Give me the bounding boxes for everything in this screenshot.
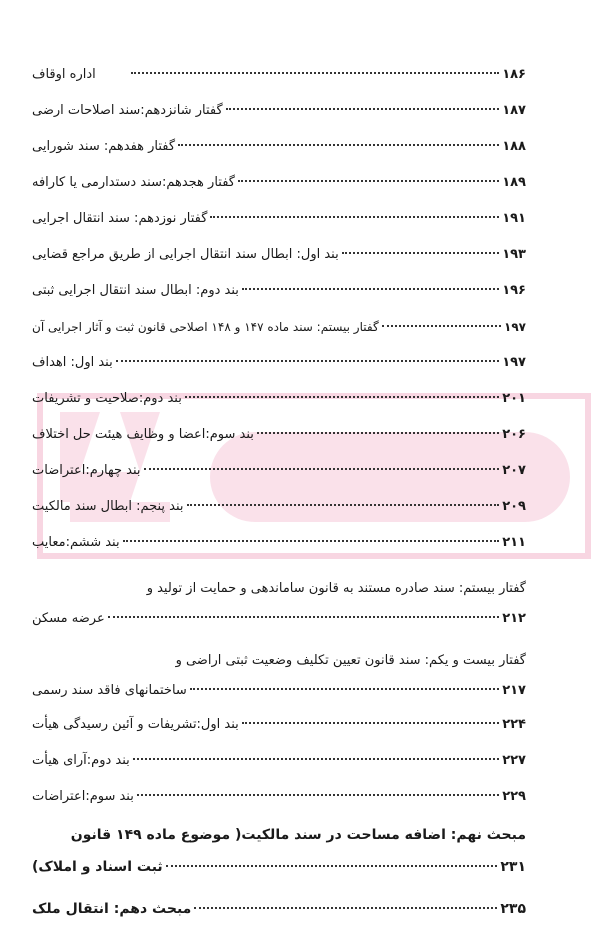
leader-dots [382, 325, 501, 327]
toc-entry-title: گفتار شانزدهم:سند اصلاحات ارضی [32, 103, 223, 118]
leader-dots [194, 907, 497, 909]
toc-entry [32, 456, 526, 486]
leader-dots [210, 216, 499, 218]
toc-page-number: ۱۹۷ [504, 320, 526, 334]
toc-section-entry [32, 894, 526, 924]
toc-section-entry [32, 852, 526, 882]
toc-page-number: ۲۲۷ [502, 753, 526, 768]
leader-dots [342, 252, 499, 254]
leader-dots [242, 722, 499, 724]
leader-dots [178, 144, 499, 146]
toc-page-number: ۲۰۶ [502, 427, 526, 442]
leader-dots [187, 504, 500, 506]
toc-entry-title: بند اول:تشریفات و آئین رسیدگی هیأت [32, 717, 239, 732]
toc-entry [32, 348, 526, 378]
toc-page-number: ۲۳۵ [500, 901, 526, 917]
leader-dots [242, 288, 499, 290]
toc-entry [32, 168, 526, 198]
leader-dots [123, 540, 500, 542]
toc-section-title: مبحث دهم: انتقال ملک [32, 901, 192, 917]
toc-entry [32, 420, 526, 450]
toc-entry [32, 276, 526, 306]
toc-entry-title: گفتار هجدهم:سند دستدارمی یا کارافه [32, 175, 235, 190]
toc-entry-title: بند ششم:معایب [32, 535, 120, 550]
toc-page-number: ۲۲۹ [502, 789, 526, 804]
toc-page-number: ۲۲۴ [502, 717, 526, 732]
toc-entry-title: بند اول: ابطال سند انتقال اجرایی از طریق مراجع قضایی [32, 247, 339, 262]
toc-entry-title: بند دوم:صلاحیت و تشریفات [32, 391, 182, 406]
toc-section-title: ثبت اسناد و املاک) [32, 859, 163, 875]
leader-dots [133, 758, 499, 760]
toc-entry [32, 204, 526, 234]
toc-page-number: ۱۸۷ [502, 103, 526, 118]
toc-entry-title: ساختمانهای فاقد سند رسمی [32, 683, 187, 698]
toc-entry [32, 60, 526, 90]
toc-page-number: ۲۳۱ [500, 859, 526, 875]
toc-entry [32, 96, 526, 126]
toc-page-number: ۱۸۸ [502, 139, 526, 154]
toc-entry-title: بند دوم: ابطال سند انتقال اجرایی ثبتی [32, 283, 239, 298]
toc-entry [32, 240, 526, 270]
leader-dots [257, 432, 499, 434]
toc-entry [32, 528, 526, 558]
toc-page-number: ۱۹۷ [502, 355, 526, 370]
toc-entry-title: گفتار بیستم: سند ماده ۱۴۷ و ۱۴۸ اصلاحی قانون ثبت و آثار اجرایی آن [32, 320, 379, 334]
toc-entry [32, 384, 526, 414]
toc-entry [32, 132, 526, 162]
leader-dots [144, 468, 500, 470]
toc-entry-title: گفتار هفدهم: سند شورایی [32, 139, 176, 154]
toc-entry [32, 782, 526, 812]
leader-dots [185, 396, 499, 398]
toc-entry-title: بند پنجم: ابطال سند مالکیت [32, 499, 184, 514]
leader-dots [116, 360, 499, 362]
toc-page-number: ۱۸۶ [502, 67, 526, 82]
leader-dots [226, 108, 499, 110]
toc-entry-line: گفتار بیستم: سند صادره مستند به قانون ساماندهی و حمایت از تولید و [146, 581, 526, 596]
toc-entry-title: گفتار نوزدهم: سند انتقال اجرایی [32, 211, 208, 226]
leader-dots [137, 794, 499, 796]
toc-entry-title: بند سوم:اعتراضات [32, 789, 134, 804]
toc-entry [32, 710, 526, 740]
toc-entry [32, 312, 526, 342]
toc-page-number: ۲۱۲ [502, 611, 526, 626]
toc-entry-title: بند دوم:آرای هیأت [32, 753, 130, 768]
toc-entry [32, 604, 526, 634]
toc-entry [32, 676, 526, 706]
toc-entry-title: بند چهارم:اعتراضات [32, 463, 141, 478]
toc-page-number: ۱۹۳ [502, 247, 526, 262]
toc-entry [32, 492, 526, 522]
toc-page-number: ۲۱۱ [502, 535, 526, 550]
toc-page-number: ۲۰۷ [502, 463, 526, 478]
toc-entry-title: اداره اوقاف [32, 67, 96, 82]
toc-page-number: ۲۰۹ [502, 499, 526, 514]
toc-entry-title: بند سوم:اعضا و وظایف هیئت حل اختلاف [32, 427, 254, 442]
toc-entry-title: بند اول: اهداف [32, 355, 113, 370]
leader-dots [190, 688, 499, 690]
toc-page-number: ۱۹۱ [502, 211, 526, 226]
leader-dots [238, 180, 499, 182]
leader-dots [131, 72, 499, 74]
toc-page-number: ۱۸۹ [502, 175, 526, 190]
toc-entry-title: عرضه مسکن [32, 611, 105, 626]
leader-dots [166, 865, 498, 867]
toc-page-number: ۲۱۷ [502, 683, 526, 698]
toc-page-number: ۲۰۱ [502, 391, 526, 406]
toc-page-number: ۱۹۶ [502, 283, 526, 298]
leader-dots [108, 616, 499, 618]
toc-entry-line: گفتار بیست و یکم: سند قانون تعیین تکلیف وضعیت ثبتی اراضی و [175, 653, 526, 668]
toc-section-line: مبحث نهم: اضافه مساحت در سند مالکیت( موضوع ماده ۱۴۹ قانون [70, 827, 526, 843]
toc-entry [32, 746, 526, 776]
